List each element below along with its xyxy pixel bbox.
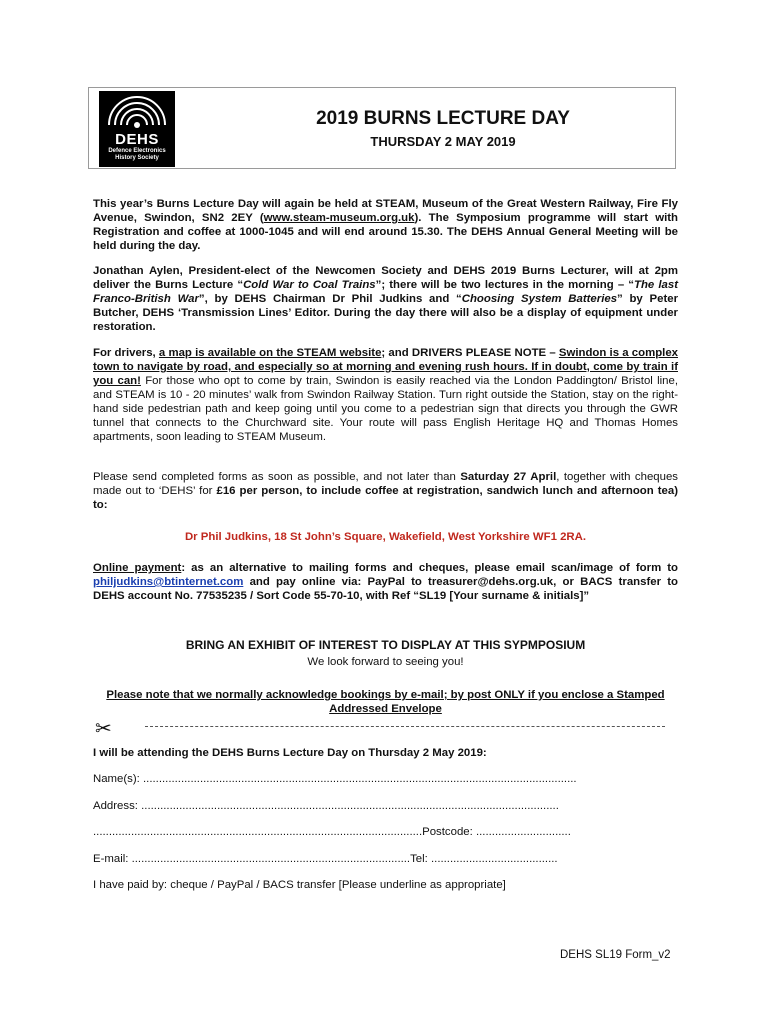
dehs-logo (99, 91, 175, 167)
address-field[interactable]: Address: .................................................................................................................................... (93, 800, 559, 812)
postal-address: Dr Phil Judkins, 18 St John’s Square, Wakefield, West Yorkshire WF1 2RA. (184, 531, 587, 543)
exhibit-heading: BRING AN EXHIBIT OF INTEREST TO DISPLAY AT THIS SYPMPOSIUM (185, 638, 586, 652)
lecture-title-3: Choosing System Batteries (461, 293, 618, 305)
lecture-text-a: Jonathan Aylen, President-elect of the Newcomen Society and DEHS 2019 Burns Lecturer, will at 2pm deliver the Burns Lecture “ (93, 265, 678, 291)
online-text-b: and pay online via: PayPal to treasurer@dehs.org.uk, or BACS transfer to DEHS account No. 77535235 / Sort Code 55-70-10, with Ref “SL19 [Your surname & initials]” (93, 576, 678, 602)
scissors-icon: ✂ (95, 718, 112, 740)
intro-text-b: ). The Symposium programme will start with Registration and coffee at 1000-1045 and will end around 15.30. The DEHS Annual General Meeting will be held during the day. (93, 212, 678, 252)
intro-text-a: This year’s Burns Lecture Day will again be held at STEAM, Museum of the Great Western Railway, Fire Fly Avenue, Swindon, SN2 2EY ( (93, 198, 678, 224)
online-payment-label: Online payment (93, 562, 182, 574)
drivers-text-a: For drivers, (93, 347, 159, 359)
forms-text-b: , together with cheques made out to ‘DEHS’ for (93, 471, 678, 497)
radio-waves-icon (99, 91, 175, 131)
logo-text: DEHS (115, 131, 159, 148)
intro-paragraph (93, 197, 678, 253)
form-version: DEHS SL19 Form_v2 (560, 949, 671, 961)
online-payment-paragraph (93, 561, 678, 603)
logo-subtext-2: History Society (115, 155, 159, 161)
drivers-text-b: ; and DRIVERS PLEASE NOTE – (381, 347, 559, 359)
forms-price: £16 per person, to include coffee at registration, sandwich lunch and afternoon tea) to: (93, 485, 679, 511)
email-tel-field[interactable]: E-mail: ........................................................................................Tel: ........................................ (93, 853, 558, 865)
steam-map-link[interactable]: a map is available on the STEAM website (158, 347, 382, 359)
lecture-title-1: Cold War to Coal Trains (243, 279, 376, 291)
acknowledgement-note: Please note that we normally acknowledge bookings by e-mail; by post ONLY if you enclose a Stamped Addressed Envelope (106, 689, 665, 715)
drivers-warning: Swindon is a complex town to navigate by road, and especially so at morning and evening rush hours. If in doubt, come by train if you can! (93, 347, 678, 387)
online-text-a: : as an alternative to mailing forms and cheques, please email scan/image of form to (181, 562, 678, 574)
lecture-paragraph (93, 264, 678, 334)
exhibit-subtext: We look forward to seeing you! (307, 656, 464, 668)
forms-paragraph (93, 470, 678, 512)
cut-line (145, 726, 665, 727)
lecture-title-2: The last Franco-British War (93, 279, 678, 305)
forms-deadline: Saturday 27 April (460, 471, 557, 483)
logo-subtext-1: Defence Electronics (108, 148, 166, 154)
header-box (88, 87, 676, 169)
lecture-text-b: ”; there will be two lectures in the morning – “ (375, 279, 634, 291)
lecture-text-d: ” by Peter Butcher, DEHS ‘Transmission Lines’ Editor. During the day there will also be a display of equipment under restoration. (93, 293, 679, 333)
payment-method: I have paid by: cheque / PayPal / BACS transfer [Please underline as appropriate] (93, 879, 506, 891)
attending-statement: I will be attending the DEHS Burns Lecture Day on Thursday 2 May 2019: (93, 747, 487, 759)
lecture-text-c: ”, by DEHS Chairman Dr Phil Judkins and “ (198, 293, 462, 305)
drivers-paragraph (93, 346, 678, 444)
page-title: 2019 BURNS LECTURE DAY (316, 108, 570, 129)
name-field[interactable]: Name(s): ......................................................................................................................................... (93, 773, 577, 785)
postcode-field[interactable]: ........................................................................................................Postcode: .............................. (93, 826, 571, 838)
event-date: THURSDAY 2 MAY 2019 (370, 134, 516, 149)
email-link[interactable]: philjudkins@btinternet.com (93, 576, 244, 588)
train-directions: For those who opt to come by train, Swindon is easily reached via the London Paddington/ Bristol line, and STEAM is 10 - 20 minutes’ walk from Swindon Railway Station. Turn right outside the Station, stay on the right-hand side pedestrian path and keep going until you come to a pedestrian sign that directs you through the GWR tunnel that connects to the Churchward site. Your route will pass English Heritage HQ and Thomas Homes apartments, soon leading to STEAM Museum. (93, 375, 678, 443)
forms-text-a: Please send completed forms as soon as possible, and not later than (93, 471, 461, 483)
steam-museum-link[interactable]: www.steam-museum.org.uk (263, 212, 415, 224)
